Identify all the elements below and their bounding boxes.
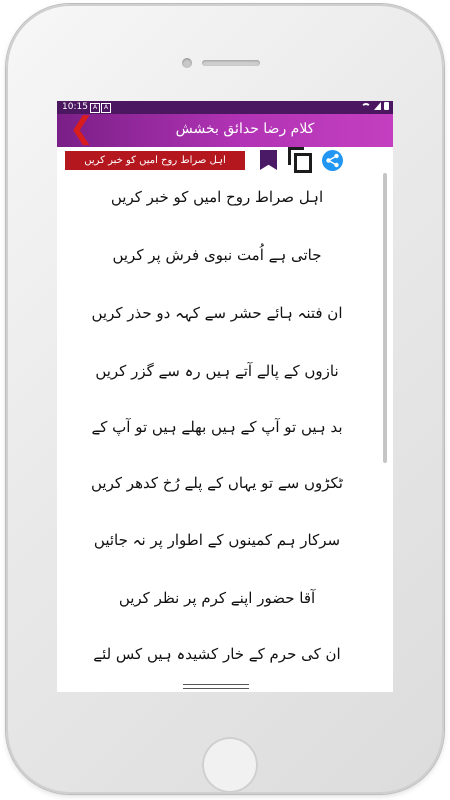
earpiece-speaker [202,60,260,66]
poem-content[interactable] [57,173,393,692]
verse-line: سرکار ہم کمینوں کے اطوار پر نہ جائیں [93,531,341,549]
app-screen [57,101,393,692]
bookmark-icon[interactable] [260,150,277,170]
wifi-icon [361,103,371,109]
share-glyph [325,153,340,168]
notification-icon: A [90,103,100,113]
scrollbar[interactable] [383,173,387,463]
signal-icon [374,102,381,110]
back-button[interactable] [69,111,95,146]
app-bar [57,111,393,147]
battery-icon [384,102,389,110]
verse-line: ٹکڑوں سے تو یہاں کے پلے رُخ کدھر کریں [91,474,343,492]
status-time: 10:15 [62,102,88,112]
copy-icon-front [294,153,312,173]
status-icons [361,102,389,110]
notification-icon-2: A [101,103,111,113]
verse-line: ان کی حرم کے خار کشیدہ ہیں کس لئے [93,645,341,663]
chevron-left-icon: ❮ [69,111,95,146]
verse-line: اہل صراط روح امیں کو خبر کریں [110,188,324,206]
share-icon[interactable] [322,150,343,171]
front-camera [182,58,192,68]
verse-line: آقا حضور اپنے کرم پر نظر کریں [118,589,316,607]
page-title: کلام رضا حدائق بخشش [175,121,315,137]
verse-line: نازوں کے پالے آتے ہیں رہ سے گزر کریں [95,362,339,380]
copy-icon[interactable] [288,147,314,173]
verse-title-banner: اہل صراط روح امیں کو خبر کریں [65,151,245,170]
action-toolbar [57,147,393,173]
verse-line: بد ہیں تو آپ کے ہیں بھلے ہیں تو آپ کے [91,418,343,436]
home-button[interactable] [202,737,258,793]
verse-line: ان فتنہ ہائے حشر سے کہہ دو حذر کریں [91,304,343,322]
bottom-indicator [183,684,249,689]
verse-line: جاتی ہے اُمت نبوی فرش پر کریں [112,246,322,264]
status-bar [57,101,393,114]
